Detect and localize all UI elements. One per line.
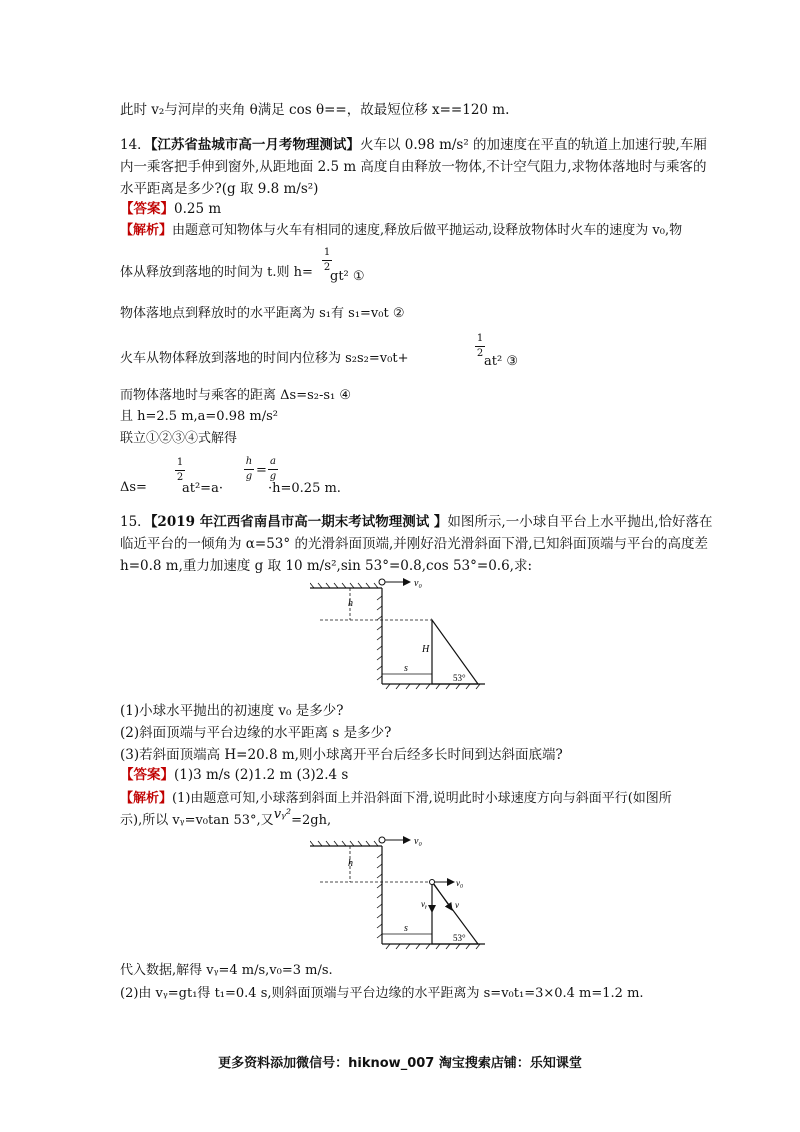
- q14-analysis-line5: 而物体落地时与乘客的距离 Δs=s₂-s₁ ④: [120, 388, 352, 403]
- q14-a4-post: at² ③: [484, 354, 518, 369]
- q14-stem-line3: 水平距离是多少?(g 取 9.8 m/s²): [120, 181, 319, 197]
- q15-analysis-line2: [120, 807, 332, 830]
- q15-stem-line1: [120, 513, 713, 531]
- q14-answer: [120, 200, 221, 218]
- analysis-tag: 【解析】: [120, 791, 173, 806]
- h-over-g-fraction: h g: [245, 456, 253, 482]
- q14-analysis-line6: 且 h=2.5 m,a=0.98 m/s²: [120, 409, 278, 424]
- fig2-s-label: s: [404, 923, 408, 934]
- half-fraction: 1 2: [476, 333, 484, 359]
- q14-stem1: 火车以 0.98 m/s² 的加速度在平直的轨道上加速行驶,车厢: [359, 137, 707, 153]
- q15-analysis-line3: 代入数据,解得 vᵧ=4 m/s,v₀=3 m/s.: [120, 963, 333, 978]
- answer-tag: 【答案】: [120, 201, 174, 217]
- q14-answer-value: 0.25 m: [174, 201, 222, 217]
- q15-answer: [120, 766, 348, 784]
- fig2-angle-label: 53°: [453, 933, 466, 943]
- q14-analysis-line8: Δs=: [120, 480, 147, 495]
- q15-sub2: (2)斜面顶端与平台边缘的水平距离 s 是多少?: [120, 725, 392, 741]
- q15-analysis-line1: [120, 790, 672, 808]
- q15-analysis-line4: (2)由 vᵧ=gt₁得 t₁=0.4 s,则斜面顶端与平台边缘的水平距离为 s=v₀t₁=3×0.4 m=1.2 m.: [120, 986, 644, 1001]
- q15-sub1: (1)小球水平抛出的初速度 v₀ 是多少?: [120, 703, 344, 719]
- q14-analysis-line7: 联立①②③④式解得: [120, 431, 238, 446]
- q15-sub3: (3)若斜面顶端高 H=20.8 m,则小球离开平台后经多长时间到达斜面底端?: [120, 747, 563, 763]
- q14-analysis-line4: 火车从物体释放到落地的时间内位移为 s₂s₂=v₀t+: [120, 351, 409, 366]
- half-fraction: 1 2: [323, 247, 331, 273]
- q14-analysis-line1: [120, 222, 682, 240]
- q14-a2-post: gt² ①: [330, 269, 365, 284]
- q14-number: 14．: [120, 137, 151, 153]
- analysis-tag: 【解析】: [120, 223, 173, 238]
- q15-a1: (1)由题意可知,小球落到斜面上并沿斜面下滑,说明此时小球速度方向与斜面平行(如图所: [172, 791, 672, 806]
- q15-stem-line3: h=0.8 m,重力加速度 g 取 10 m/s²,sin 53°=0.8,cos 53°=0.6,求:: [120, 558, 533, 574]
- fig1-v0-label: v₀: [414, 578, 422, 589]
- fig1-angle-label: 53°: [453, 673, 466, 683]
- footer-ad: 更多资料添加微信号：hiknow_007 淘宝搜索店铺：乐知课堂: [218, 1056, 582, 1071]
- figure-velocity-decomposition: [310, 832, 530, 952]
- figure-platform-incline: [310, 570, 530, 690]
- q14-source: 【江苏省盐城市高一月考物理测试】: [150, 137, 360, 153]
- q14-stem-line1: [120, 136, 707, 154]
- top-line: 此时 v₂与河岸的夹角 θ满足 cos θ==，故最短位移 x==120 m.: [120, 102, 510, 118]
- a-over-g-fraction: a g: [269, 456, 277, 482]
- fig1-H-label: H: [422, 644, 430, 655]
- q14-a8-post: ·h=0.25 m.: [268, 481, 341, 496]
- fig1-s-label: s: [404, 663, 408, 674]
- fig2-h-label: h: [348, 858, 353, 869]
- q14-a1: 由题意可知物体与火车有相同的速度,释放后做平抛运动,设释放物体时火车的速度为 v₀,物: [172, 223, 683, 238]
- q15-source: 【2019 年江西省南昌市高一期末考试物理测试 】: [150, 514, 448, 530]
- q15-stem1: 如图所示,一小球自平台上水平抛出,恰好落在: [447, 514, 713, 530]
- q14-a8-eq: =: [256, 463, 267, 478]
- q15-a2-post: =2gh,: [291, 813, 332, 828]
- fig2-v0-top-label: v₀: [456, 878, 464, 888]
- fig2-v0-label: v₀: [414, 836, 422, 847]
- answer-tag: 【答案】: [120, 767, 174, 783]
- q15-answer-value: (1)3 m/s (2)1.2 m (3)2.4 s: [174, 767, 349, 783]
- q15-a2-vy: vᵧ²: [273, 807, 292, 822]
- q14-analysis-line3: 物体落地点到释放时的水平距离为 s₁有 s₁=v₀t ②: [120, 306, 405, 321]
- q15-a2-pre: 示),所以 vᵧ=v₀tan 53°,又: [120, 813, 274, 828]
- half-fraction: 1 2: [176, 457, 184, 483]
- fig2-v-label: v: [455, 900, 459, 910]
- q15-number: 15．: [120, 514, 151, 530]
- fig2-vy-label: vᵧ: [421, 899, 428, 909]
- q14-a8-mid: at²=a·: [182, 481, 223, 496]
- q14-analysis-line2: 体从释放到落地的时间为 t.则 h=: [120, 265, 313, 280]
- fig1-h-label: h: [348, 598, 353, 609]
- q15-stem-line2: 临近平台的一倾角为 α=53° 的光滑斜面顶端,并刚好沿光滑斜面下滑,已知斜面顶端与平台的高度差: [120, 536, 709, 552]
- q14-stem-line2: 内一乘客把手伸到窗外,从距地面 2.5 m 高度自由释放一物体,不计空气阻力,求物体落地时与乘客的: [120, 159, 707, 175]
